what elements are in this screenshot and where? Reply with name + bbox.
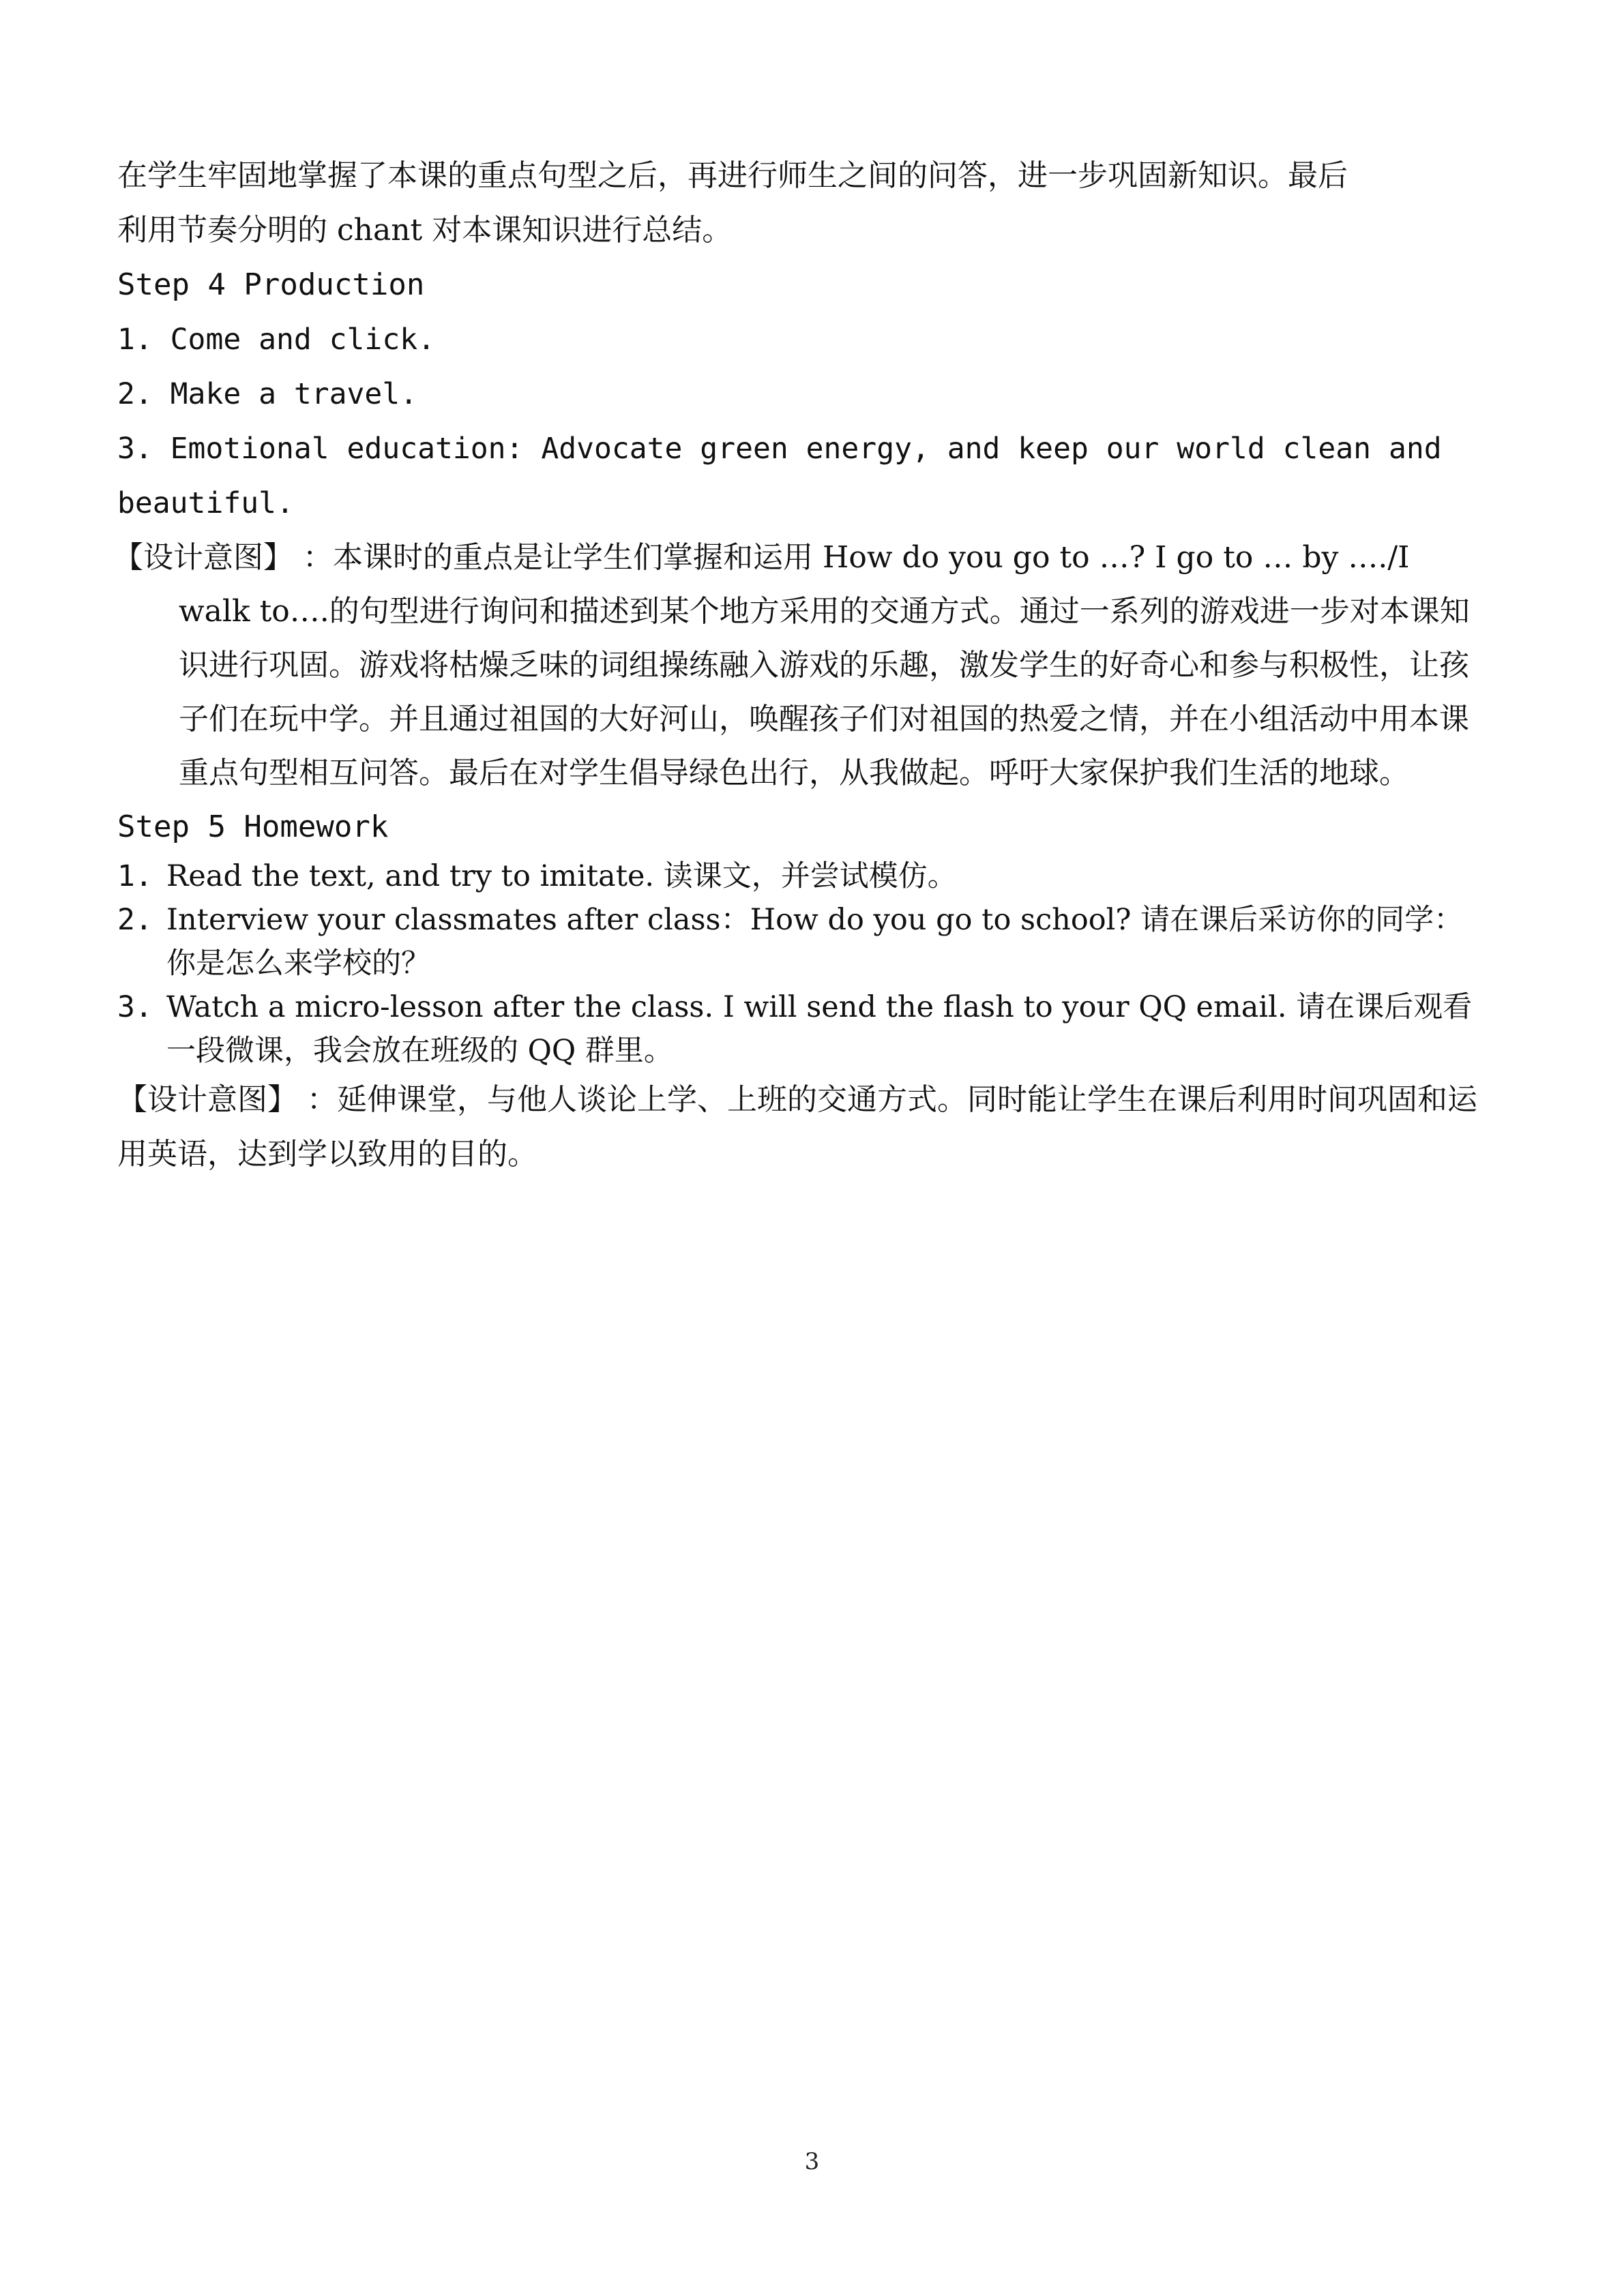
page-number: 3	[804, 2148, 820, 2175]
intro-paragraph-line-1: 在学生牢固地掌握了本课的重点句型之后，再进行师生之间的问答，进一步巩固新知识。最后	[117, 158, 1348, 193]
intro-paragraph-line-2: 利用节奏分明的 chant 对本课知识进行总结。	[117, 213, 733, 248]
step4-design-intent	[113, 531, 1488, 800]
step5-heading: Step 5 Homework	[117, 809, 389, 844]
step5-item-3	[117, 985, 1488, 1073]
step4-heading: Step 4 Production	[117, 267, 425, 302]
step4-item-1: 1. Come and click.	[117, 323, 435, 357]
step5-intent-text: ：延伸课堂，与他人谈论上学、上班的交通方式。同时能让学生在课后利用时间巩固和运用英语，达到学以致用的目的。	[117, 1082, 1477, 1172]
document-page	[113, 149, 1488, 1182]
step5-item-1-text: Read the text, and try to imitate. 读课文，并尝试模仿。	[166, 859, 957, 893]
step4-item-2: 2. Make a travel.	[117, 377, 418, 411]
step5-item-1	[117, 854, 1488, 898]
step4-item-3: 3. Emotional education: Advocate green energy, and keep our world clean and beautiful.	[117, 432, 1442, 520]
step5-item-2	[117, 898, 1488, 985]
step5-design-intent	[117, 1073, 1488, 1182]
step4-intent-text: ：本课时的重点是让学生们掌握和运用 How do you go to …? I go to … by …./I walk to….的句型进行询问和描述到某个地方采用的交通方式。通过一系列的游戏进一步对本课知识进行巩固。游戏将枯燥乏味的词组操练融入游戏的乐趣，激发学生的好奇心和参与积极性，让孩子们在玩中学。并且通过祖国的大好河山，唤醒孩子们对祖国的热爱之情，并在小组活动中用本课重点句型相互问答。最后在对学生倡导绿色出行，从我做起。呼吁大家保护我们生活的地球。	[179, 540, 1470, 790]
step5-item-2-text: Interview your classmates after class：How do you go to school? 请在课后采访你的同学：你是怎么来学校的？	[166, 903, 1464, 981]
step4-intent-label: 【设计意图】	[113, 540, 293, 575]
step5-item-2-number: 2.	[117, 903, 153, 937]
step5-intent-label: 【设计意图】	[117, 1082, 297, 1117]
step5-item-1-number: 1.	[117, 859, 153, 893]
step5-item-3-text: Watch a micro-lesson after the class. I will send the flash to your QQ email. 请在课后观看一段微课，我会放在班级的 QQ 群里。	[166, 990, 1473, 1068]
step5-item-3-number: 3.	[117, 990, 153, 1024]
